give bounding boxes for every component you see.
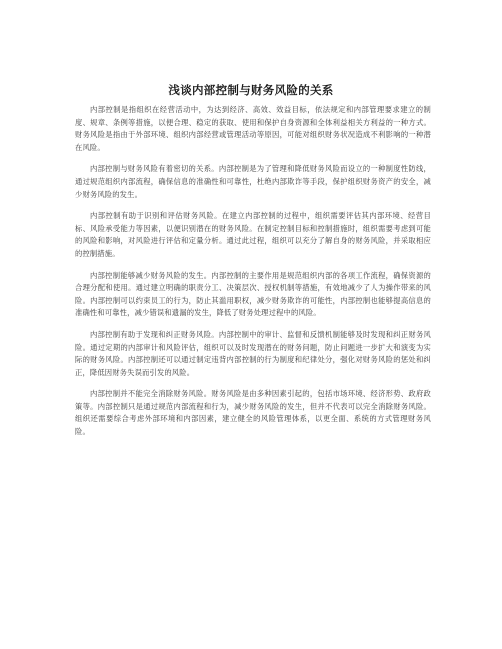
paragraph-reduce-risk: 内部控制能够减少财务风险的发生。内部控制的主要作用是规范组织内部的各项工作流程，确保资源的合理分配和使用。通过建立明确的职责分工、决策层次、授权机制等措施，有效地减少了人为操作带来的风险。内部控制可以约束员工的行为，防止其滥用职权，减少财务欺诈的可能性，内部控制也能够提高信息的准确性和可靠性，减少错误和遗漏的发生，降低了财务处理过程中的风险。: [75, 270, 431, 318]
document-body: [75, 104, 431, 448]
paragraph-identify-assess: 内部控制有助于识别和评估财务风险。在建立内部控制的过程中，组织需要评估其内部环境、经营目标、风险承受能力等因素，以便识别潜在的财务风险。在制定控制目标和控制措施时，组织需要考虑到可能的风险和影响，对风险进行评估和定量分析。通过此过程，组织可以充分了解自身的财务风险，并采取相应的控制措施。: [75, 211, 431, 258]
paragraph-definition: 内部控制是指组织在经营活动中，为达到经济、高效、效益目标，依法规定和内部管理要求建立的制度、规章、条例等措施，以便合理、稳定的获取、使用和保护自身资源和全体利益相关方利益的一种方式。财务风险是指由于外部环境、组织内部经营或管理活动等原因，可能对组织财务状况造成不利影响的一种潜在风险。: [75, 105, 431, 152]
document-title: 浅谈内部控制与财务风险的关系: [168, 83, 334, 97]
paragraph-detect-correct: 内部控制有助于发现和纠正财务风险。内部控制中的审计、监督和反馈机制能够及时发现和纠正财务风险。通过定期的内部审计和风险评估，组织可以及时发现潜在的财务问题，防止问题进一步扩大和演变为实际的财务风险。内部控制还可以通过制定违背内部控制的行为制度和纪律处分，强化对财务风险的惩处和纠正，降低因财务失误而引发的风险。: [75, 329, 431, 377]
paragraph-relationship: 内部控制与财务风险有着密切的关系。内部控制是为了管理和降低财务风险而设立的一种制度性防线，通过规范组织内部流程，确保信息的准确性和可靠性，杜绝内部欺诈等手段，保护组织财务资产的安全，减少财务风险的发生。: [75, 164, 431, 199]
paragraph-limitations: 内部控制并不能完全消除财务风险。财务风险是由多种因素引起的，包括市场环境、经济形势、政府政策等。内部控制只是通过规范内部流程和行为，减少财务风险的发生，但并不代表可以完全消除财务风险。组织还需要综合考虑外部环境和内部因素，建立健全的风险管理体系，以更全面、系统的方式管理财务风险。: [75, 389, 431, 437]
